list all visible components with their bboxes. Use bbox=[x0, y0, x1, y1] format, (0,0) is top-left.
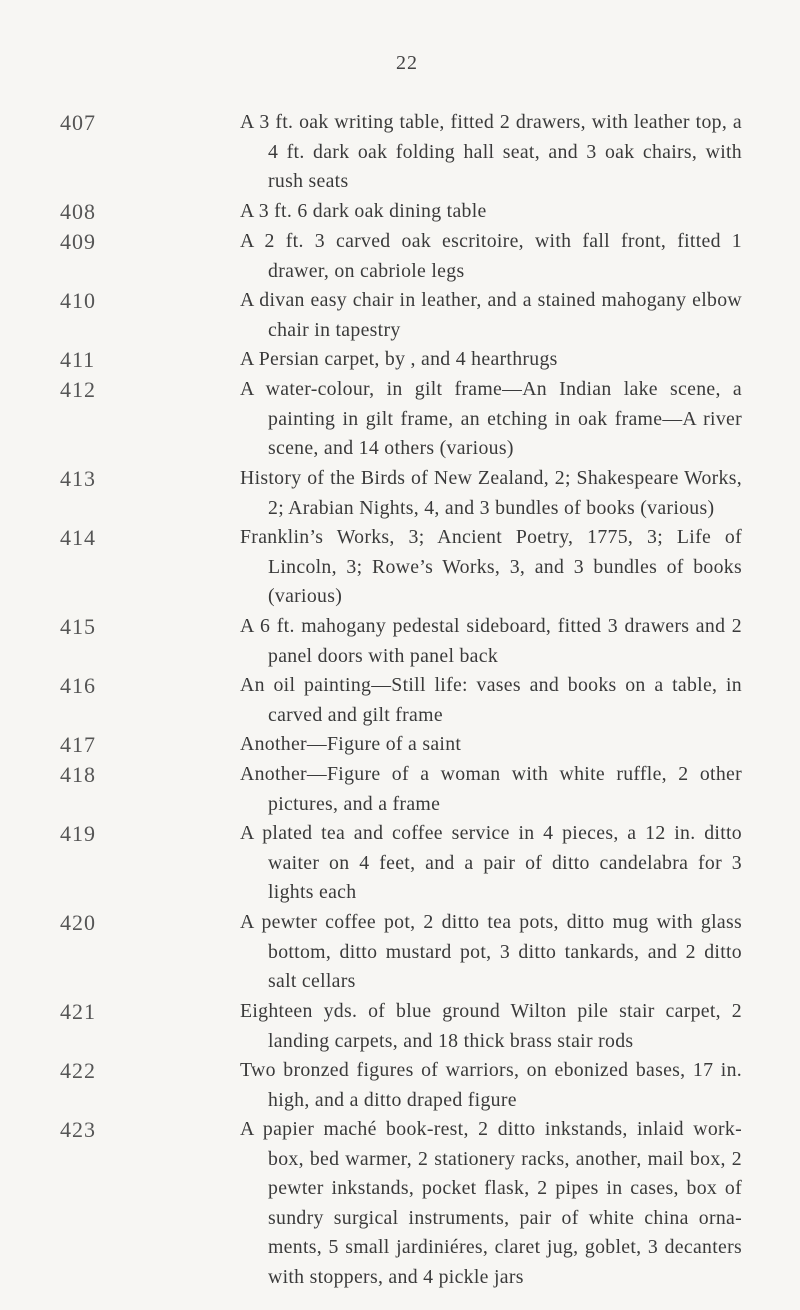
lot-number: 408 bbox=[60, 199, 96, 224]
lot-number: 423 bbox=[60, 1117, 96, 1142]
lot-number: 415 bbox=[60, 614, 96, 639]
lot-number: 407 bbox=[60, 110, 96, 135]
lot-description: A 3 ft. 6 dark oak dining table bbox=[240, 200, 487, 222]
lot-number: 420 bbox=[60, 910, 96, 935]
lot-description: A papier maché book-rest, 2 ditto inkstands, inlaid work-box, bed warmer, 2 stationery racks, another, mail box, 2 pewter inkstands, pocket flask, 2 pipes in cases, box of sundry surgical instruments, pair of white china orna-ments, 5 small jardiniéres, claret jug, goblet, 3 decanters with stoppers, and 4 pickle jars bbox=[240, 1118, 742, 1288]
lot-description: A plated tea and coffee service in 4 pieces, a 12 in. ditto waiter on 4 feet, and a pair of ditto candelabra for 3 lights each bbox=[240, 822, 742, 904]
lot-number: 421 bbox=[60, 999, 96, 1024]
lot-number: 412 bbox=[60, 377, 96, 402]
lot-description: Eighteen yds. of blue ground Wilton pile stair carpet, 2 landing carpets, and 18 thick brass stair rods bbox=[240, 1000, 742, 1052]
page-number: 22 bbox=[396, 52, 418, 74]
lot-number: 419 bbox=[60, 821, 96, 846]
lot-description: Another—Figure of a woman with white ruffle, 2 other pictures, and a frame bbox=[240, 763, 742, 815]
lot-description: Another—Figure of a saint bbox=[240, 733, 462, 755]
lot-description: An oil painting—Still life: vases and books on a table, in carved and gilt frame bbox=[240, 674, 742, 726]
lot-description: A divan easy chair in leather, and a stained mahogany elbow chair in tapestry bbox=[240, 289, 742, 341]
lot-number: 410 bbox=[60, 288, 96, 313]
lot-number: 413 bbox=[60, 466, 96, 491]
lot-description: A 3 ft. oak writing table, fitted 2 drawers, with leather top, a 4 ft. dark oak folding hall seat, and 3 oak chairs, with rush seats bbox=[240, 111, 742, 193]
lot-number: 417 bbox=[60, 732, 96, 757]
lot-number: 411 bbox=[60, 347, 96, 372]
lot-number: 422 bbox=[60, 1058, 96, 1083]
lot-number: 414 bbox=[60, 525, 96, 550]
lot-description: Franklin’s Works, 3; Ancient Poetry, 1775, 3; Life of Lincoln, 3; Rowe’s Works, 3, and 3 bundles of books (various) bbox=[240, 526, 742, 608]
lot-description: A Persian carpet, by , and 4 hearthrugs bbox=[240, 348, 558, 370]
lot-description: A pewter coffee pot, 2 ditto tea pots, ditto mug with glass bottom, ditto mustard pot, 3 ditto tankards, and 2 ditto salt cellars bbox=[240, 911, 742, 993]
lot-description: History of the Birds of New Zealand, 2; Shakespeare Works, 2; Arabian Nights, 4, and 3 bundles of books (various) bbox=[240, 467, 742, 519]
lot-number: 418 bbox=[60, 762, 96, 787]
lot-description: Two bronzed figures of warriors, on ebonized bases, 17 in. high, and a ditto draped figure bbox=[240, 1059, 742, 1111]
lot-description: A 2 ft. 3 carved oak escritoire, with fall front, fitted 1 drawer, on cabriole legs bbox=[240, 230, 742, 282]
lot-description: A 6 ft. mahogany pedestal sideboard, fitted 3 drawers and 2 panel doors with panel back bbox=[240, 615, 742, 667]
lot-description: A water-colour, in gilt frame—An Indian lake scene, a painting in gilt frame, an etching in oak frame—A river scene, and 14 others (various) bbox=[240, 378, 742, 460]
lot-number: 409 bbox=[60, 229, 96, 254]
lot-number: 416 bbox=[60, 673, 96, 698]
